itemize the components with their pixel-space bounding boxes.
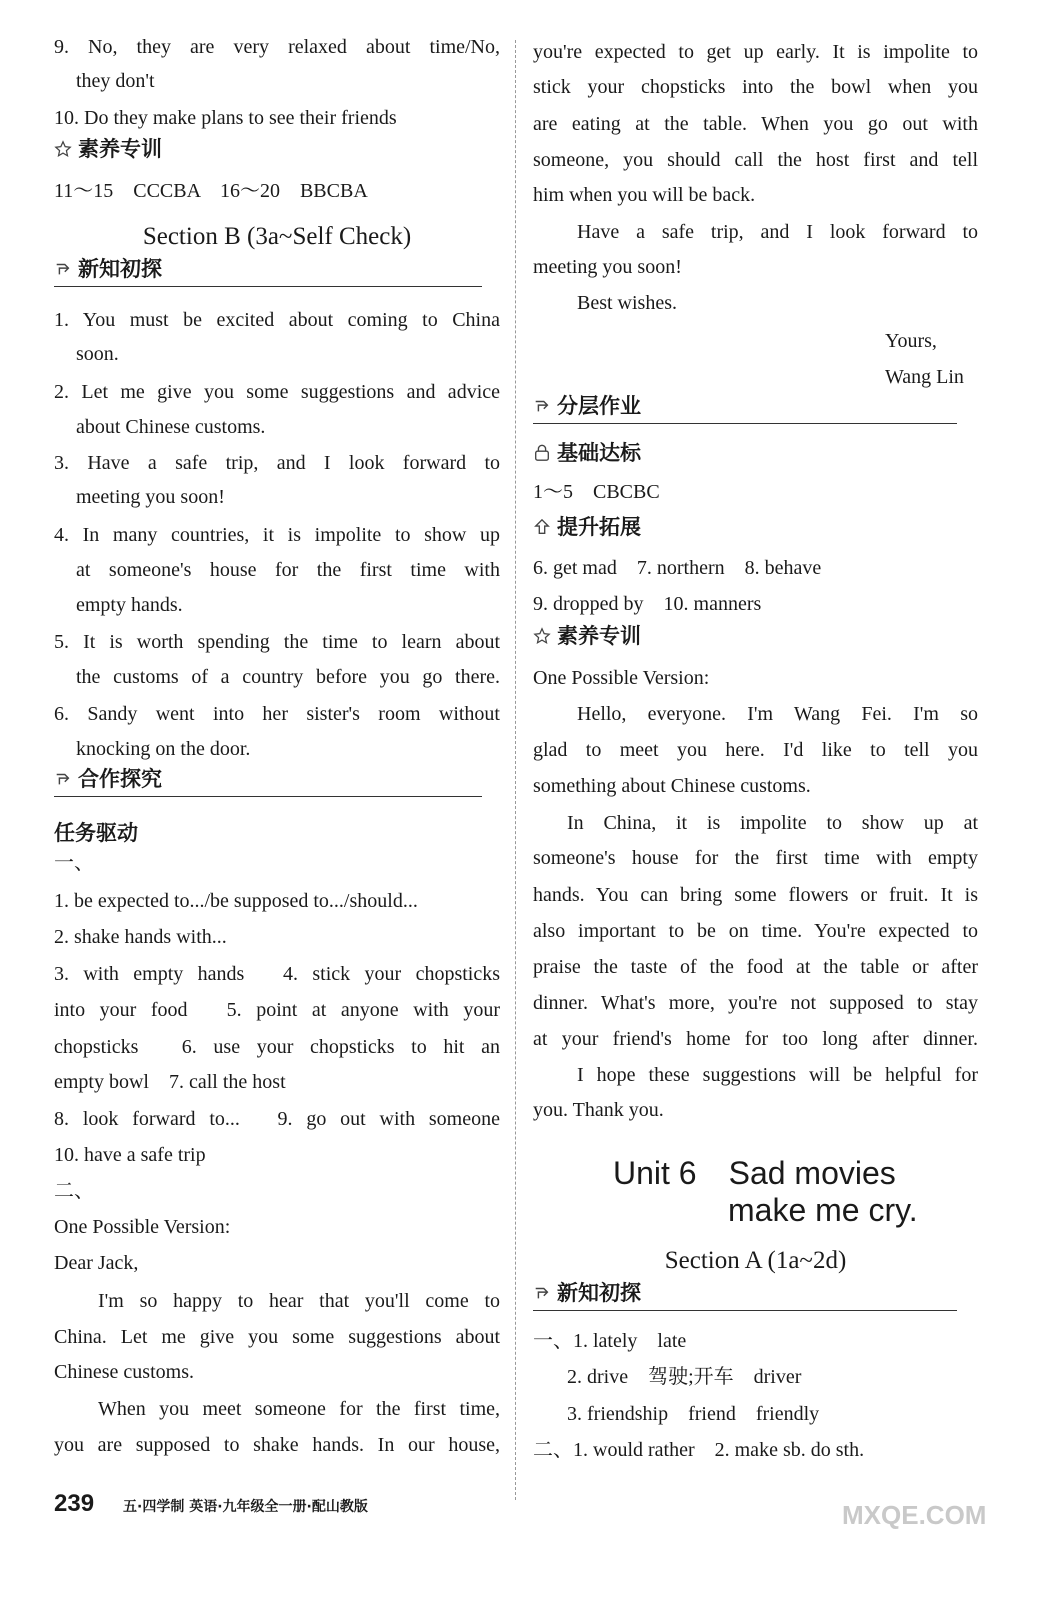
text-line: In China, it is impolite to show up at bbox=[567, 812, 978, 834]
page-footer bbox=[54, 1490, 368, 1518]
unit-title-line-1: Unit 6 Sad movies bbox=[613, 1155, 896, 1191]
section-heading bbox=[54, 252, 482, 287]
text-line: something about Chinese customs. bbox=[533, 775, 811, 797]
text-line: you are supposed to shake hands. In our house, bbox=[54, 1434, 500, 1456]
text-line: China. Let me give you some suggestions about bbox=[54, 1326, 500, 1348]
text-line: When you meet someone for the first time, bbox=[98, 1398, 500, 1420]
text-line: Yours, bbox=[885, 330, 937, 352]
text-line: 6. get mad 7. northern 8. behave bbox=[533, 557, 822, 579]
text-line: him when you will be back. bbox=[533, 184, 756, 206]
text-line: someone's house for the first time with empty bbox=[533, 847, 978, 869]
text-line: meeting you soon! bbox=[533, 256, 682, 278]
text-line: 10. Do they make plans to see their friends bbox=[54, 107, 397, 129]
text-line: 一、 bbox=[54, 852, 94, 874]
section-heading bbox=[533, 510, 978, 544]
text-line: Dear Jack, bbox=[54, 1252, 139, 1274]
text-line: Have a safe trip, and I look forward to bbox=[577, 221, 978, 243]
text-line: also important to be on time. You're expected to bbox=[533, 920, 978, 942]
text-line: 9. dropped by 10. manners bbox=[533, 593, 762, 615]
text-line: 3. friendship friend friendly bbox=[567, 1403, 820, 1425]
text-line: stick your chopsticks into the bowl when you bbox=[533, 76, 978, 98]
text-line: I'm so happy to hear that you'll come to bbox=[98, 1290, 500, 1312]
arrow-icon bbox=[54, 764, 72, 782]
section-heading-label: 素养专训 bbox=[78, 137, 162, 161]
text-line: 6. Sandy went into her sister's room without bbox=[54, 703, 500, 725]
text-line: 一、1. lately late bbox=[533, 1330, 687, 1352]
book-title: 五·四学制 英语·九年级全一册·配山教版 bbox=[123, 1499, 368, 1515]
section-heading-label: 新知初探 bbox=[557, 1281, 641, 1305]
star-icon bbox=[54, 134, 72, 152]
column-divider bbox=[515, 40, 516, 1500]
text-line: knocking on the door. bbox=[76, 738, 251, 760]
text-line: 4. In many countries, it is impolite to show up bbox=[54, 524, 500, 546]
text-line: praise the taste of the food at the table or after bbox=[533, 956, 978, 978]
text-line: someone, you should call the host first and tell bbox=[533, 149, 978, 171]
text-line: One Possible Version: bbox=[533, 667, 710, 689]
text-line: empty bowl 7. call the host bbox=[54, 1071, 286, 1093]
arrow-icon bbox=[533, 391, 551, 409]
text-line: 1. be expected to.../be supposed to.../should... bbox=[54, 890, 418, 912]
section-title: Section A (1a~2d) bbox=[664, 1247, 847, 1274]
text-line: 二、1. would rather 2. make sb. do sth. bbox=[533, 1439, 865, 1461]
section-heading bbox=[533, 436, 978, 470]
section-heading-label: 分层作业 bbox=[557, 394, 641, 418]
text-line: are eating at the table. When you go out with bbox=[533, 113, 978, 135]
text-line: meeting you soon! bbox=[76, 486, 225, 508]
text-line: hands. You can bring some flowers or fruit. It is bbox=[533, 884, 978, 906]
section-heading-label: 素养专训 bbox=[557, 624, 641, 648]
star-icon bbox=[533, 621, 551, 639]
text-line: I hope these suggestions will be helpful for bbox=[577, 1064, 978, 1086]
text-line: 1～5 CBCBC bbox=[533, 481, 660, 503]
section-heading-label: 新知初探 bbox=[78, 257, 162, 281]
text-line: empty hands. bbox=[76, 594, 183, 616]
text-line: 3. Have a safe trip, and I look forward to bbox=[54, 452, 500, 474]
text-line: you. Thank you. bbox=[533, 1099, 664, 1121]
arrow-icon bbox=[54, 254, 72, 272]
text-line: 2. shake hands with... bbox=[54, 926, 227, 948]
text-line: 11～15 CCCBA 16～20 BBCBA bbox=[54, 180, 368, 202]
text-line: 3. with empty hands 4. stick your chopsticks bbox=[54, 963, 500, 985]
text-line: chopsticks 6. use your chopsticks to hit an bbox=[54, 1036, 500, 1058]
text-line: they don't bbox=[76, 70, 155, 92]
text-line: Best wishes. bbox=[577, 292, 677, 314]
text-line: Wang Lin bbox=[885, 366, 964, 388]
text-line: 5. It is worth spending the time to learn about bbox=[54, 631, 500, 653]
text-line: One Possible Version: bbox=[54, 1216, 231, 1238]
text-line: soon. bbox=[76, 343, 119, 365]
section-heading-label: 合作探究 bbox=[78, 767, 162, 791]
text-line: Chinese customs. bbox=[54, 1361, 194, 1383]
lock-icon bbox=[533, 438, 551, 456]
text-line: at someone's house for the first time with bbox=[76, 559, 500, 581]
text-line: the customs of a country before you go there. bbox=[76, 666, 500, 688]
section-heading-label: 基础达标 bbox=[557, 441, 641, 465]
text-line: glad to meet you here. I'd like to tell you bbox=[533, 739, 978, 761]
section-heading bbox=[54, 132, 500, 166]
arrow-icon bbox=[533, 1278, 551, 1296]
text-line: into your food 5. point at anyone with your bbox=[54, 999, 500, 1021]
text-line: 二、 bbox=[54, 1180, 94, 1202]
text-line: 1. You must be excited about coming to China bbox=[54, 309, 500, 331]
section-heading bbox=[533, 389, 957, 424]
unit-title-line-2: make me cry. bbox=[728, 1192, 918, 1228]
text-line: 2. drive 驾驶;开车 driver bbox=[567, 1366, 802, 1388]
text-line: about Chinese customs. bbox=[76, 416, 266, 438]
text-line: 9. No, they are very relaxed about time/No, bbox=[54, 36, 500, 58]
up-arrow-icon bbox=[533, 512, 551, 530]
watermark: MXQE.COM bbox=[842, 1500, 987, 1530]
section-heading bbox=[533, 1276, 957, 1311]
text-line: 8. look forward to... 9. go out with someone bbox=[54, 1108, 500, 1130]
section-heading-label: 提升拓展 bbox=[557, 515, 641, 539]
subheading-task: 任务驱动 bbox=[54, 821, 138, 845]
text-line: you're expected to get up early. It is impolite to bbox=[533, 41, 978, 63]
text-line: dinner. What's more, you're not supposed to stay bbox=[533, 992, 978, 1014]
section-title: Section B (3a~Self Check) bbox=[142, 223, 412, 250]
section-heading bbox=[533, 619, 978, 653]
text-line: 2. Let me give you some suggestions and advice bbox=[54, 381, 500, 403]
text-line: at your friend's home for too long after dinner. bbox=[533, 1028, 978, 1050]
text-line: 10. have a safe trip bbox=[54, 1144, 206, 1166]
section-heading bbox=[54, 762, 482, 797]
text-line: Hello, everyone. I'm Wang Fei. I'm so bbox=[577, 703, 978, 725]
page-number: 239 bbox=[54, 1490, 95, 1517]
